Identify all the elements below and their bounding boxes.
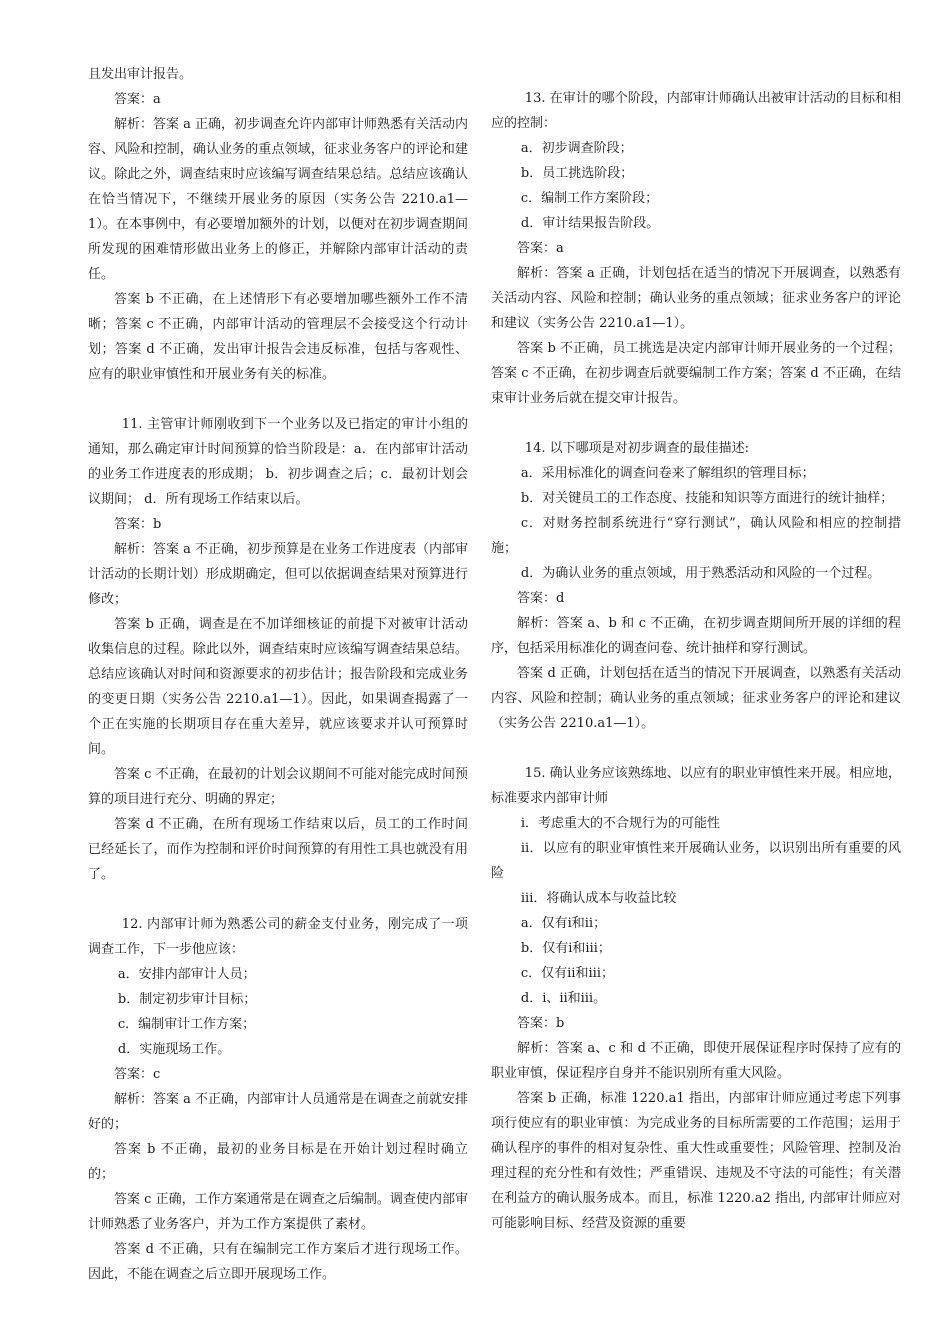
- q13-option: c．编制工作方案阶段；: [520, 191, 659, 206]
- q10-answer: 答案：a: [114, 92, 161, 107]
- q12-option: d．实施现场工作。: [117, 1042, 231, 1057]
- q15-item: ⅰ．考虑重大的不合规行为的可能性: [520, 816, 721, 831]
- q11-explanation: 解析：答案 a 不正确，初步预算是在业务工作进度表（内部审计活动的长期计划）形成期确定，但可以依据调查结果对预算进行修改；: [88, 542, 469, 607]
- q15-item: ⅲ．将确认成本与收益比较: [520, 891, 677, 906]
- q13-option: a．初步调查阶段；: [520, 141, 633, 156]
- q14-option: c．对财务控制系统进行“穿行测试”，确认风险和相应的控制措施；: [491, 516, 901, 556]
- q13-explanation: 答案 b 不正确，员工挑选是决定内部审计师开展业务的一个过程；答案 c 不正确，在初步调查后就要编制工作方案；答案 d 不正确，在结束审计业务后就在提交审计报告。: [491, 341, 901, 406]
- q13-explanation: 解析：答案 a 正确，计划包括在适当的情况下开展调查，以熟悉有关活动内容、风险和控制；确认业务的重点领域；征求业务客户的评论和建议（实务公告 2210.a1—1）。: [491, 266, 901, 331]
- q14-explanation: 解析：答案 a、b 和 c 不正确，在初步调查期间所开展的详细的程序，包括采用标准化的调查问卷、统计抽样和穿行测试。: [491, 616, 901, 656]
- q12-explanation: 答案 c 正确，工作方案通常是在调查之后编制。调查使内部审计师熟悉了业务客户，并为工作方案提供了素材。: [88, 1192, 468, 1232]
- q14-explanation: 答案 d 正确，计划包括在适当的情况下开展调查，以熟悉有关活动内容、风险和控制；确认业务的重点领域；征求业务客户的评论和建议（实务公告 2210.a1—1）。: [491, 666, 901, 731]
- q15-option: b．仅有ⅰ和ⅲ；: [520, 941, 611, 956]
- q14-option: d．为确认业务的重点领域，用于熟悉活动和风险的一个过程。: [520, 566, 881, 581]
- q12-question: 12. 内部审计师为熟悉公司的薪金支付业务，刚完成了一项调查工作，下一步他应该：: [88, 917, 468, 957]
- q14-answer: 答案：d: [517, 591, 565, 606]
- q12-option: b．制定初步审计目标；: [117, 992, 257, 1007]
- q14-option: a．采用标准化的调查问卷来了解组织的管理目标；: [520, 466, 815, 481]
- q15-item: ⅱ．以应有的职业审慎性来开展确认业务，以识别出所有重要的风险: [491, 841, 901, 881]
- q12-explanation: 解析：答案 a 不正确，内部审计人员通常是在调查之前就安排好的；: [88, 1092, 469, 1132]
- q13-option: b．员工挑选阶段；: [520, 166, 634, 181]
- spacer: [491, 411, 901, 436]
- q11-explanation: 答案 b 正确，调查是在不加详细核证的前提下对被审计活动收集信息的过程。除此以外，调查结束时应该编写调查结果总结。总结应该确认对时间和资源要求的初步估计；报告阶段和完成业务的变更日期（实务公告 2210.a1—1）。因此，如果调查揭露了一个正在实施的长期项目存在重大差异，就应该要求并认可预算时间。: [88, 617, 468, 757]
- q15-answer: 答案：b: [517, 1016, 565, 1031]
- q11-explanation: 答案 d 不正确，在所有现场工作结束以后，员工的工作时间已经延长了，而作为控制和评价时间预算的有用性工具也就没有用了。: [88, 817, 468, 882]
- left-column: [88, 62, 468, 1287]
- right-column: [491, 86, 901, 1236]
- q12-option: a．安排内部审计人员；: [117, 967, 256, 982]
- q13-answer: 答案：a: [517, 241, 564, 256]
- q11-answer: 答案：b: [114, 517, 162, 532]
- spacer: [491, 736, 901, 761]
- spacer: [88, 387, 468, 412]
- q15-option: a．仅有ⅰ和ⅱ；: [520, 916, 607, 931]
- q10-explanation: 答案 b 不正确，在上述情形下有必要增加哪些额外工作不清晰；答案 c 不正确，内部审计活动的管理层不会接受这个行动计划；答案 d 不正确，发出审计报告会违反标准，包括与客观性、应有的职业审慎性和开展业务有关的标准。: [88, 292, 468, 382]
- q14-option: b．对关键员工的工作态度、技能和知识等方面进行的统计抽样；: [520, 491, 894, 506]
- q10-explanation: 解析：答案 a 正确，初步调查允许内部审计师熟悉有关活动内容、风险和控制，确认业务的重点领域，征求业务客户的评论和建议。除此之外，调查结束时应该编写调查结果总结。总结应该确认在恰当情况下，不继续开展业务的原因（实务公告 2210.a1—1）。在本事例中，有必要增加额外的计划，以便对在初步调查期间所发现的困难情形做出业务上的修正，并解除内部审计活动的责任。: [88, 117, 469, 282]
- q13-option: d．审计结果报告阶段。: [520, 216, 660, 231]
- q15-question: 15. 确认业务应该熟练地、以应有的职业审慎性来开展。相应地，标准要求内部审计师: [491, 766, 901, 806]
- q10-lead: 且发出审计报告。: [88, 67, 193, 82]
- q15-explanation: 答案 b 正确，标准 1220.a1 指出，内部审计师应通过考虑下列事项行使应有的职业审慎：为完成业务的目标所需要的工作范围；运用于确认程序的事件的相对复杂性、重大性或重要性；风险管理、控制及治理过程的充分性和有效性；严重错误、违规及不守法的可能性；有关潜在利益方的确认服务成本。而且，标准 1220.a2 指出, 内部审计师应对可能影响目标、经营及资源的重要: [491, 1091, 901, 1231]
- q12-answer: 答案：c: [114, 1067, 161, 1082]
- spacer: [88, 887, 468, 912]
- q11-question: 11. 主管审计师刚收到下一个业务以及已指定的审计小组的通知，那么确定审计时间预算的恰当阶段是：a．在内部审计活动的业务工作进度表的形成期； b．初步调查之后；c．最初计划会议期间； d．所有现场工作结束以后。: [88, 417, 468, 507]
- q15-option: c．仅有ⅱ和ⅲ；: [520, 966, 614, 981]
- q12-explanation: 答案 b 不正确，最初的业务目标是在开始计划过程时确立的；: [88, 1142, 468, 1182]
- q12-explanation: 答案 d 不正确，只有在编制完工作方案后才进行现场工作。因此，不能在调查之后立即开展现场工作。: [88, 1242, 468, 1282]
- q14-question: 14. 以下哪项是对初步调查的最佳描述:: [524, 441, 749, 456]
- q13-question: 13. 在审计的哪个阶段，内部审计师确认出被审计活动的目标和相应的控制：: [491, 91, 901, 131]
- q12-option: c．编制审计工作方案；: [117, 1017, 256, 1032]
- q15-explanation: 解析：答案 a、c 和 d 不正确，即使开展保证程序时保持了应有的职业审慎，保证程序自身并不能识别所有重大风险。: [491, 1041, 901, 1081]
- q11-explanation: 答案 c 不正确，在最初的计划会议期间不可能对能完成时间预算的项目进行充分、明确的界定；: [88, 767, 468, 807]
- q15-option: d．ⅰ、ⅱ和ⅲ。: [520, 991, 607, 1006]
